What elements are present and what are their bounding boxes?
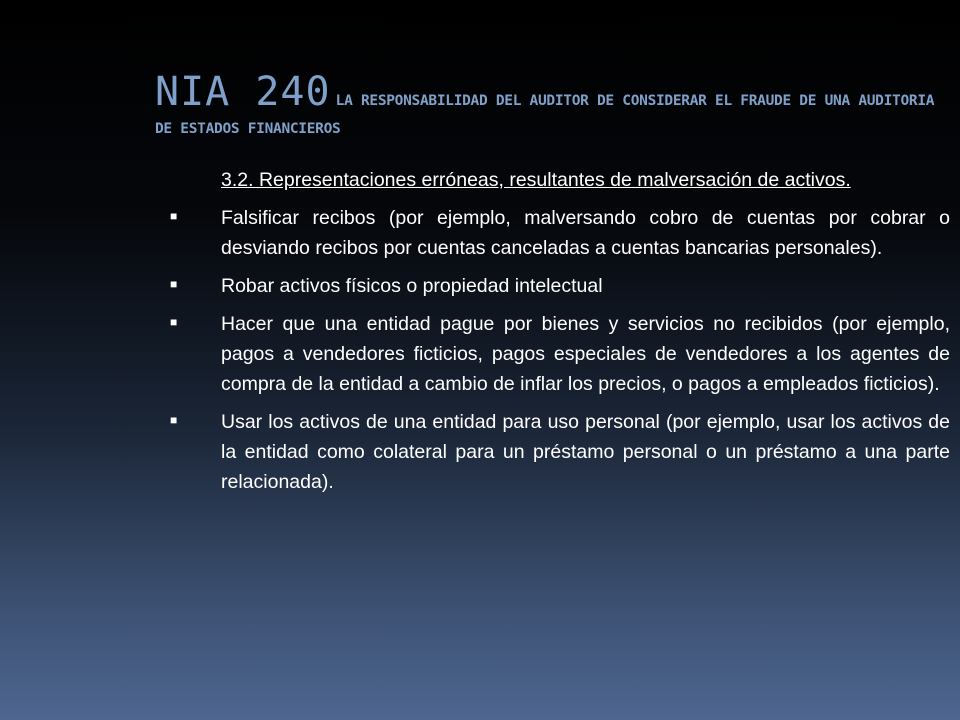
square-bullet-icon: ■	[170, 413, 178, 427]
list-item	[170, 203, 950, 263]
list-item	[170, 309, 950, 399]
list-item	[170, 271, 950, 301]
list-item-text: Hacer que una entidad pague por bienes y servicios no recibidos (por ejemplo, pagos a vendedores ficticios, pagos especiales de vendedores a los agentes de compra de la entidad a cambio de inflar los precios, o pagos a empleados ficticios).	[221, 313, 950, 395]
slide-body	[170, 165, 950, 505]
square-bullet-icon: ■	[170, 315, 178, 329]
list-item-text: Falsificar recibos (por ejemplo, malversando cobro de cuentas por cobrar o desviando recibos por cuentas canceladas a cuentas bancarias personales).	[221, 207, 950, 259]
section-heading: 3.2. Representaciones erróneas, resultantes de malversación de activos.	[221, 169, 851, 191]
square-bullet-icon: ■	[170, 209, 178, 223]
title-subtitle: LA RESPONSABILIDAD DEL AUDITOR DE CONSIDERAR EL FRAUDE DE UNA AUDITORIA DE ESTADOS FINANCIEROS	[155, 93, 935, 137]
list-item	[170, 407, 950, 497]
slide-title	[155, 66, 955, 139]
square-bullet-icon: ■	[170, 277, 178, 291]
title-main: NIA 240	[155, 69, 331, 115]
list-item-text: Robar activos físicos o propiedad intelectual	[221, 275, 603, 297]
list-item-text: Usar los activos de una entidad para uso personal (por ejemplo, usar los activos de la entidad como colateral para un préstamo personal o un préstamo a una parte relacionada).	[221, 411, 950, 493]
